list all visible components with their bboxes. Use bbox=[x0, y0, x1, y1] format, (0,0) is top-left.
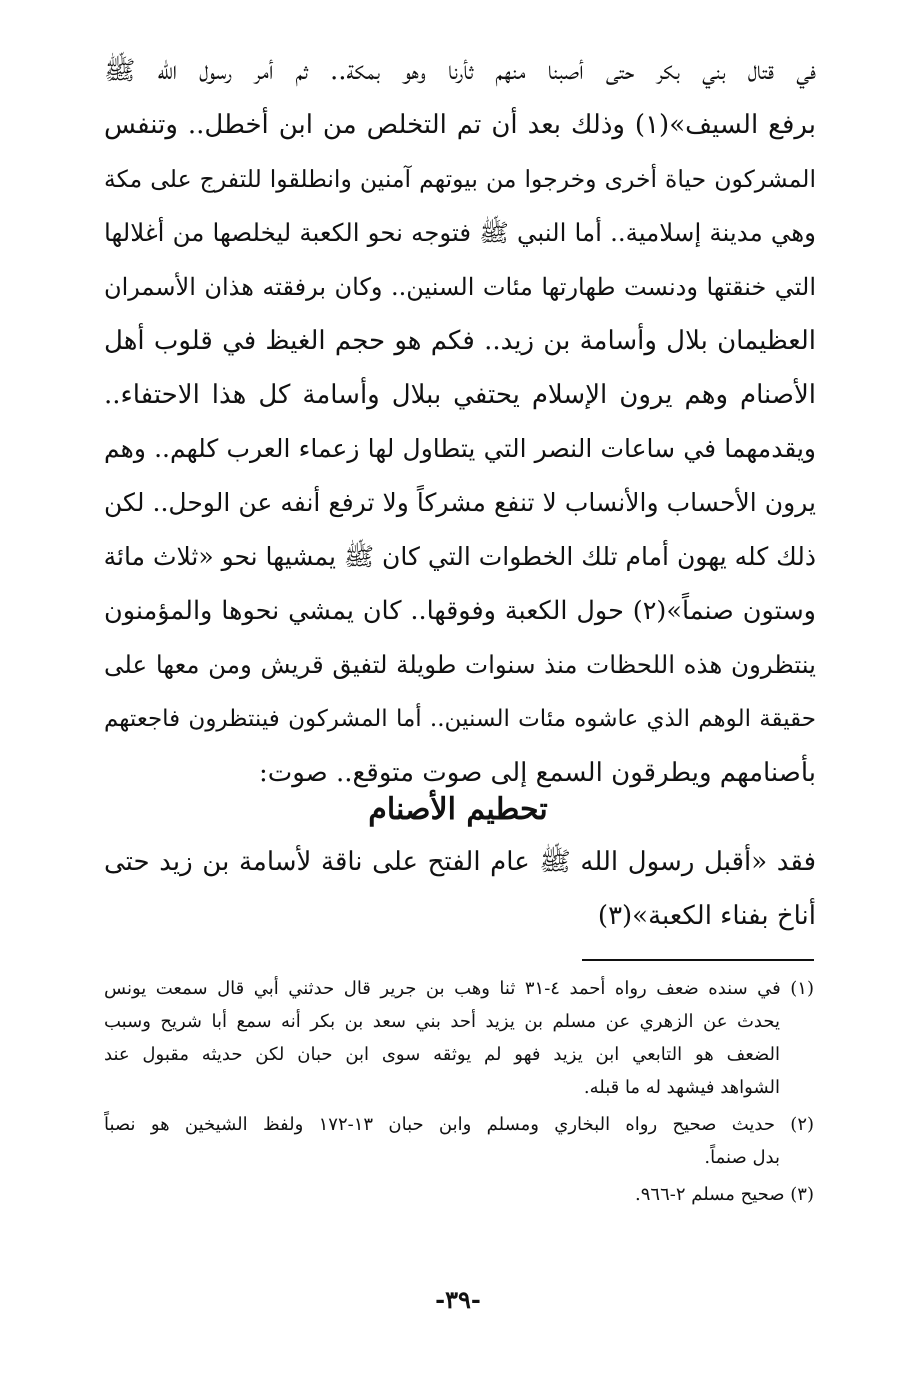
footnote-1 bbox=[104, 972, 814, 1104]
footnote-line: (٢) حديث صحيح رواه البخاري ومسلم وابن حبان ١٣-١٧٢ ولفظ الشيخين هو نصباً bbox=[104, 1114, 814, 1135]
footnote-line: الضعف هو التابعي ابن يزيد فهو لم يوثقه سوى ابن حبان لكن حديثه مقبول عند bbox=[104, 1044, 780, 1065]
text-line: يرون الأحساب والأنساب لا تنفع مشركاً ولا ترفع أنفه عن الوحل.. لكن bbox=[104, 488, 816, 517]
footnote-3 bbox=[104, 1178, 814, 1211]
text-line: فقد «أقبل رسول الله ﷺ عام الفتح على ناقة لأسامة بن زيد حتى bbox=[104, 847, 816, 877]
text-line: وستون صنماً»(٢) حول الكعبة وفوقها.. كان يمشي نحوها والمؤمنون bbox=[104, 596, 816, 626]
text-line: العظيمان بلال وأسامة بن زيد.. فكم هو حجم الغيظ في قلوب أهل bbox=[104, 326, 816, 356]
text-line: برفع السيف»(١) وذلك بعد أن تم التخلص من ابن أخطل.. وتنفس bbox=[104, 110, 816, 140]
text-line: ويقدمهما في ساعات النصر التي يتطاول لها زعماء العرب كلهم.. وهم bbox=[104, 434, 816, 463]
footnote-line: (٣) صحيح مسلم ٢-٩٦٦. bbox=[635, 1184, 814, 1205]
footnote-line: يحدث عن الزهري عن مسلم بن يزيد أحد بني سعد بن بكر أنه سمع أبا شريح وسبب bbox=[104, 1011, 780, 1032]
footnote-line: بدل صنماً. bbox=[704, 1147, 780, 1168]
section-heading: تحطيم الأصنام bbox=[368, 792, 548, 827]
footnote-line: الشواهد فيشهد له ما قبله. bbox=[583, 1077, 780, 1098]
page-number: -٣٩- bbox=[435, 1285, 481, 1314]
text-line: التي خنقتها ودنست طهارتها مئات السنين.. وكان برفقته هذان الأسمران bbox=[104, 273, 816, 301]
text-line: المشركون حياة أخرى وخرجوا من بيوتهم آمنين وانطلقوا للتفرج على مكة bbox=[104, 165, 816, 193]
text-line: ذلك كله يهون أمام تلك الخطوات التي كان ﷺ يمشيها نحو «ثلاث مائة bbox=[104, 542, 816, 571]
main-paragraph bbox=[104, 44, 816, 800]
text-line: حقيقة الوهم الذي عاشوه مئات السنين.. أما المشركون فينتظرون فاجعتهم bbox=[104, 706, 816, 732]
footnote-2 bbox=[104, 1108, 814, 1174]
text-line: في قتال بني بكر حتى أصبنا منهم ثأرنا وهو بمكة.. ثم أمر رسول الله ﷺ bbox=[104, 56, 816, 86]
text-line: وهي مدينة إسلامية.. أما النبي ﷺ فتوجه نحو الكعبة ليخلصها من أغلالها bbox=[104, 218, 816, 247]
text-line: بأصنامهم ويطرقون السمع إلى صوت متوقع.. صوت: bbox=[259, 758, 816, 788]
footnote-divider bbox=[582, 959, 814, 961]
footnotes bbox=[104, 972, 814, 1215]
footnote-line: (١) في سنده ضعف رواه أحمد ٤-٣١ ثنا وهب بن جرير قال حدثني أبي قال سمعت يونس bbox=[104, 978, 814, 999]
text-line: الأصنام وهم يرون الإسلام يحتفي ببلال وأسامة كل هذا الاحتفاء.. bbox=[104, 380, 816, 410]
text-line: أناخ بفناء الكعبة»(٣) bbox=[597, 901, 816, 931]
section-paragraph bbox=[104, 835, 816, 943]
text-line: ينتظرون هذه اللحظات منذ سنوات طويلة لتفيق قريش ومن معها على bbox=[104, 650, 816, 679]
